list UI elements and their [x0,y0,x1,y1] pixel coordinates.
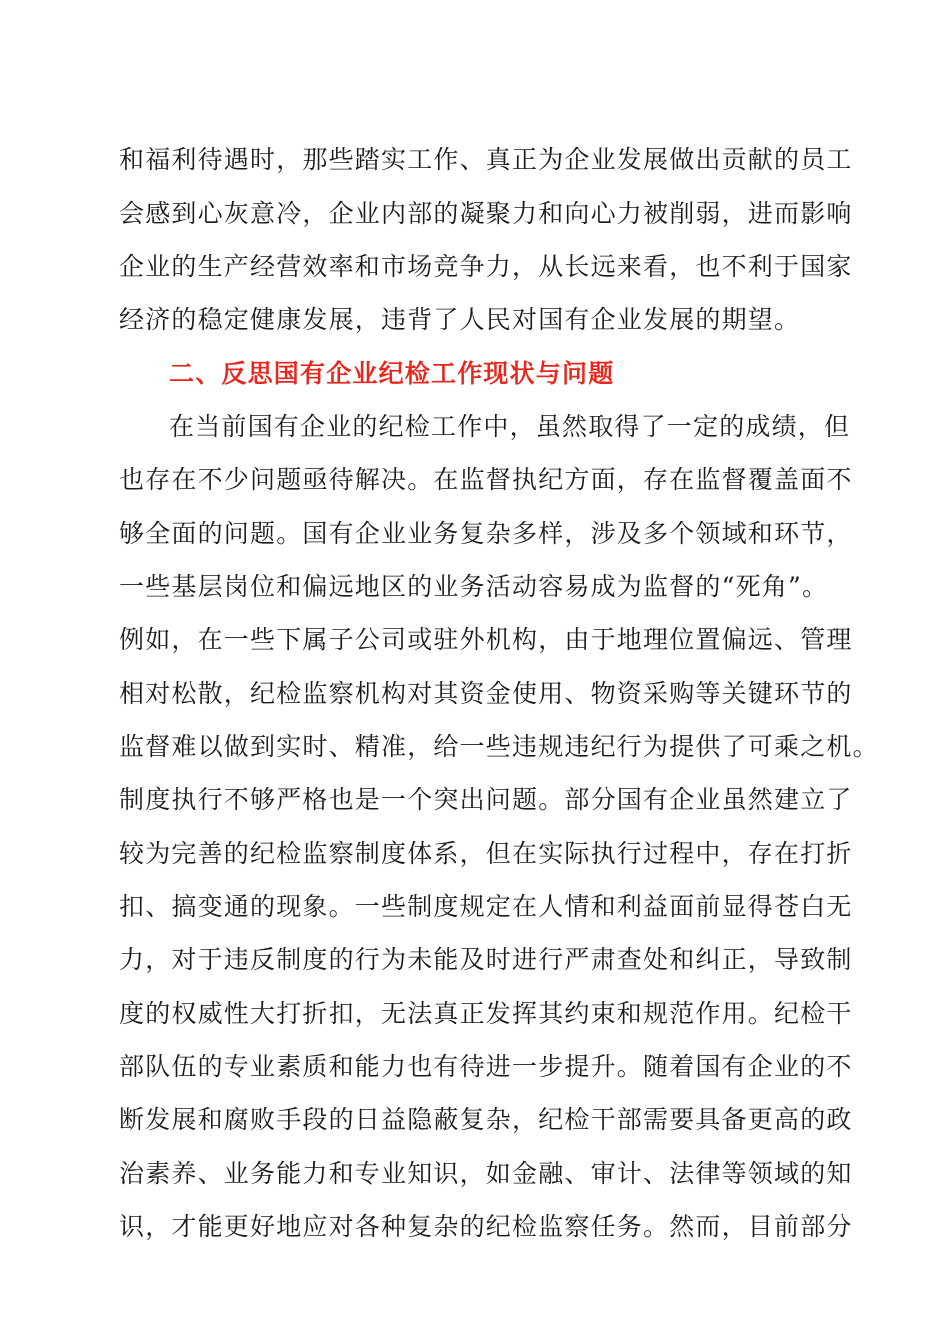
paragraph-line: 断发展和腐败手段的日益隐蔽复杂，纪检干部需要具备更高的政 [119,1105,853,1134]
paragraph-line: 较为完善的纪检监察制度体系，但在实际执行过程中，存在打折 [119,839,853,868]
paragraph-line: 制度执行不够严格也是一个突出问题。部分国有企业虽然建立了 [119,785,853,814]
paragraph-line: 监督难以做到实时、精准，给一些违规违纪行为提供了可乘之机。 [119,732,879,761]
paragraph-line: 识，才能更好地应对各种复杂的纪检监察任务。然而，目前部分 [119,1212,853,1241]
paragraph-line: 部队伍的专业素质和能力也有待进一步提升。随着国有企业的不 [119,1052,853,1081]
paragraph-line: 够全面的问题。国有企业业务复杂多样，涉及多个领域和环节， [119,519,853,548]
section-heading: 二、反思国有企业纪检工作现状与问题 [169,359,615,388]
paragraph-line: 度的权威性大打折扣，无法真正发挥其约束和规范作用。纪检干 [119,999,853,1028]
paragraph-line: 经济的稳定健康发展，违背了人民对国有企业发展的期望。 [119,305,801,334]
paragraph-line: 一些基层岗位和偏远地区的业务活动容易成为监督的“死角”。 [119,572,829,601]
paragraph-line: 扣、搞变通的现象。一些制度规定在人情和利益面前显得苍白无 [119,892,853,921]
paragraph-line: 例如，在一些下属子公司或驻外机构，由于地理位置偏远、管理 [119,625,853,654]
paragraph-line: 也存在不少问题亟待解决。在监督执纪方面，存在监督覆盖面不 [119,465,853,494]
paragraph-line: 相对松散，纪检监察机构对其资金使用、物资采购等关键环节的 [119,679,853,708]
paragraph-line: 力，对于违反制度的行为未能及时进行严肃查处和纠正，导致制 [119,945,853,974]
paragraph-line: 企业的生产经营效率和市场竞争力，从长远来看，也不利于国家 [119,252,853,281]
paragraph-line: 治素养、业务能力和专业知识，如金融、审计、法律等领域的知 [119,1159,853,1188]
paragraph-line: 在当前国有企业的纪检工作中，虽然取得了一定的成绩，但 [169,412,851,441]
paragraph-line: 会感到心灰意冷，企业内部的凝聚力和向心力被削弱，进而影响 [119,199,853,228]
paragraph-line: 和福利待遇时，那些踏实工作、真正为企业发展做出贡献的员工 [119,145,853,174]
